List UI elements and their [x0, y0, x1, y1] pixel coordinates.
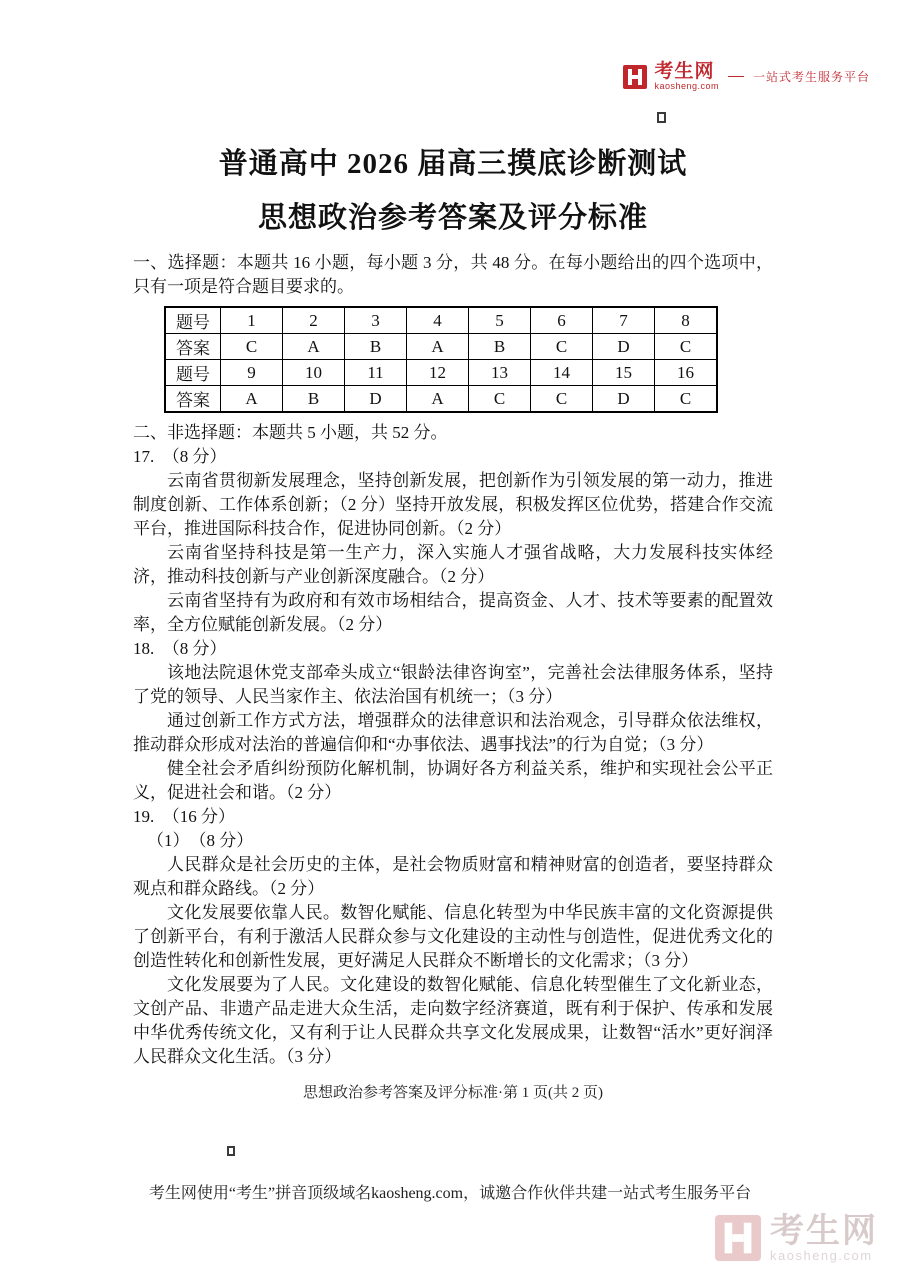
table-cell: 8 [655, 307, 718, 334]
table-cell: C [655, 386, 718, 413]
table-cell: B [345, 334, 407, 360]
page-number-footer: 思想政治参考答案及评分标准·第 1 页(共 2 页) [303, 1085, 603, 1102]
table-row-answers-1 [165, 334, 717, 360]
question-17-paragraph: 云南省坚持科技是第一生产力，深入实施人才强省战略，大力发展科技实体经济，推动科技创新与产业创新深度融合。（2 分） [133, 543, 773, 587]
table-cell: 1 [221, 307, 283, 334]
brand-name: 考生网 [654, 61, 715, 82]
print-mark-top [657, 112, 666, 123]
kaosheng-watermark [715, 1211, 878, 1264]
question-17-label: 17. （8 分） [133, 447, 227, 467]
question-18-paragraph: 通过创新工作方式方法，增强群众的法律意识和法治观念，引导群众依法维权，推动群众形成对法治的普遍信仰和“办事依法、遇事找法”的行为自觉；（3 分） [133, 711, 773, 755]
table-cell: A [221, 386, 283, 413]
table-cell: 2 [283, 307, 345, 334]
watermark-brand-name: 考生网 [770, 1211, 878, 1250]
table-cell: 题号 [165, 360, 221, 386]
question-19 [133, 805, 773, 1069]
question-18-label: 18. （8 分） [133, 639, 227, 659]
doc-title-line1: 普通高中 2026 届高三摸底诊断测试 [218, 148, 688, 180]
table-row-question-numbers-2 [165, 360, 717, 386]
table-row-question-numbers-1 [165, 307, 717, 334]
table-cell: D [593, 386, 655, 413]
question-18-paragraph: 健全社会矛盾纠纷预防化解机制，协调好各方利益关系，维护和实现社会公平正义，促进社会和谐。（2 分） [133, 759, 773, 803]
table-cell: B [469, 334, 531, 360]
table-cell: B [283, 386, 345, 413]
table-cell: D [345, 386, 407, 413]
question-19-paragraph: 人民群众是社会历史的主体，是社会物质财富和精神财富的创造者，要坚持群众观点和群众路线。（2 分） [133, 855, 773, 899]
watermark-domain: kaosheng.com [770, 1248, 873, 1264]
brand-text-block [654, 62, 719, 91]
answer-table [164, 306, 718, 413]
question-19-sublabel: （1） （8 分） [147, 831, 254, 851]
table-cell: A [407, 386, 469, 413]
table-cell: 5 [469, 307, 531, 334]
table-cell: 12 [407, 360, 469, 386]
doc-title-line2: 思想政治参考答案及评分标准 [257, 201, 648, 234]
question-17-paragraph: 云南省贯彻新发展理念，坚持创新发展，把创新作为引领发展的第一动力，推进制度创新、工作体系创新；（2 分）坚持开放发展，积极发挥区位优势，搭建合作交流平台，推进国际科技合作，促进协同创新。（2 分） [133, 471, 773, 539]
kaosheng-header-logo [623, 62, 870, 91]
table-cell: 13 [469, 360, 531, 386]
table-cell: A [283, 334, 345, 360]
table-cell: 10 [283, 360, 345, 386]
question-17-paragraph: 云南省坚持有为政府和有效市场相结合，提高资金、人才、技术等要素的配置效率，全方位赋能创新发展。（2 分） [133, 591, 773, 635]
question-19-paragraph: 文化发展要为了人民。文化建设的数智化赋能、信息化转型催生了文化新业态，文创产品、非遗产品走进大众生活，走向数字经济赛道，既有利于保护、传承和发展中华优秀传统文化，又有利于让人民群众共享文化发展成果，让数智“活水”更好润泽人民群众文化生活。（3 分） [133, 975, 773, 1067]
question-18-paragraph: 该地法院退休党支部牵头成立“银龄法律咨询室”，完善社会法律服务体系，坚持了党的领导、人民当家作主、依法治国有机统一；（3 分） [133, 663, 773, 707]
table-cell: 14 [531, 360, 593, 386]
table-cell: 题号 [165, 307, 221, 334]
table-cell: C [655, 334, 718, 360]
table-cell: C [531, 334, 593, 360]
table-cell: C [221, 334, 283, 360]
table-cell: D [593, 334, 655, 360]
brand-domain: kaosheng.com [654, 80, 719, 91]
question-19-label: 19. （16 分） [133, 807, 235, 827]
table-cell: 15 [593, 360, 655, 386]
table-cell: 7 [593, 307, 655, 334]
section-1-heading: 一、选择题：本题共 16 小题，每小题 3 分，共 48 分。在每小题给出的四个选项中，只有一项是符合题目要求的。 [133, 253, 773, 297]
table-cell: 答案 [165, 386, 221, 413]
question-17 [133, 445, 773, 637]
print-mark-bottom [227, 1146, 235, 1156]
table-cell: 16 [655, 360, 718, 386]
bottom-note: 考生网使用“考生”拼音顶级域名kaosheng.com，诚邀合作伙伴共建一站式考生服务平台 [148, 1185, 752, 1202]
section-2-heading: 二、非选择题：本题共 5 小题，共 52 分。 [133, 423, 448, 443]
kaosheng-logo-icon [623, 65, 647, 89]
table-cell: 11 [345, 360, 407, 386]
table-cell: C [531, 386, 593, 413]
table-cell: 答案 [165, 334, 221, 360]
table-cell: C [469, 386, 531, 413]
table-row-answers-2 [165, 386, 717, 413]
question-19-paragraph: 文化发展要依靠人民。数智化赋能、信息化转型为中华民族丰富的文化资源提供了创新平台，有利于激活人民群众参与文化建设的主动性与创造性，促进优秀文化的创造性转化和创新性发展，更好满足人民群众不断增长的文化需求；（3 分） [133, 903, 773, 971]
table-cell: 9 [221, 360, 283, 386]
kaosheng-watermark-icon [715, 1215, 761, 1261]
document-content [133, 146, 773, 1102]
table-cell: 4 [407, 307, 469, 334]
table-cell: A [407, 334, 469, 360]
brand-divider-line [728, 76, 744, 77]
question-18 [133, 637, 773, 805]
brand-tagline: 一站式考生服务平台 [752, 70, 870, 85]
table-cell: 6 [531, 307, 593, 334]
watermark-text-block [770, 1211, 878, 1264]
table-cell: 3 [345, 307, 407, 334]
